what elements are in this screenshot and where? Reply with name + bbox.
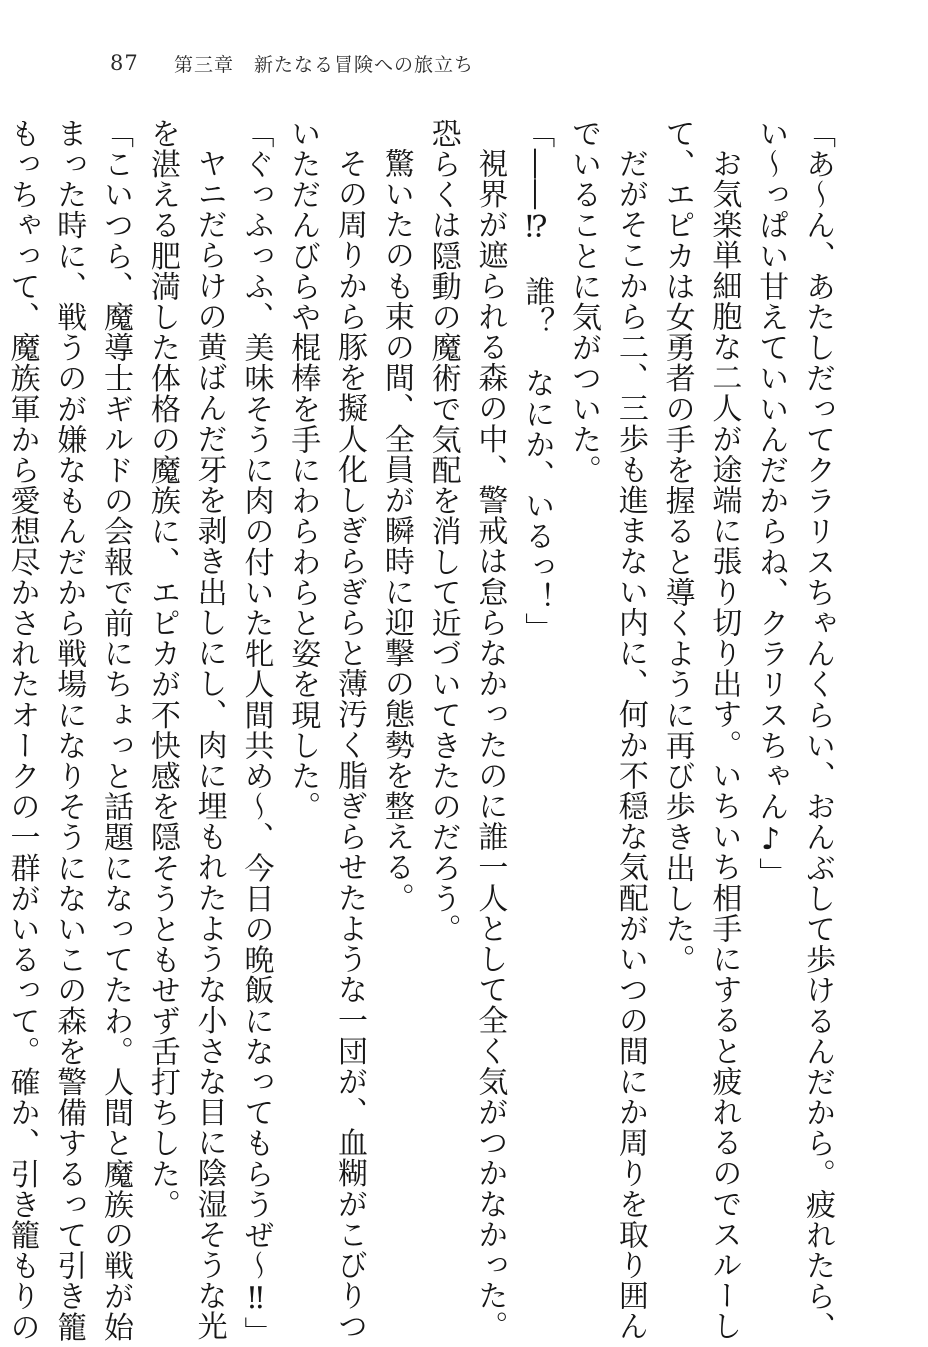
running-header (110, 46, 474, 80)
text-line: でいることに気がついた。 (566, 118, 602, 486)
text-line: 「こいつら、魔導士ギルドの会報で前にちょっと話題になってたわ。人間と魔族の戦が始 (98, 118, 134, 1342)
text-line: いただんびらや棍棒を手にわらわらと姿を現した。 (285, 118, 321, 822)
text-line: だがそこから二、三歩も進まない内に、何か不穏な気配がいつの間にか周りを取り囲ん (612, 148, 648, 1342)
text-line: まった時に、戦うのが嫌なもんだから戦場になりそうにないこの森を警備するって引き籠 (51, 118, 87, 1342)
text-line: もっちゃって、魔族軍から愛想尽かされたオークの一群がいるって。確か、引き籠もりの (4, 118, 40, 1342)
text-line: 視界が遮られる森の中、警戒は怠らなかったのに誰一人として全く気がつかなかった。 (472, 148, 508, 1342)
text-line: い～っぱい甘えていいんだからね、クラリスちゃん♪」 (753, 118, 789, 888)
page-number: 87 (110, 51, 139, 75)
text-line: て、エピカは女勇者の手を握ると導くように再び歩き出した。 (659, 118, 695, 975)
text-line: ヤニだらけの黄ばんだ牙を剥き出しにし、肉に埋もれたような小さな目に陰湿そうな光 (191, 148, 227, 1342)
text-line: 「あ～ん、あたしだってクラリスちゃんくらい、おんぶして歩けるんだから。疲れたら、 (800, 118, 835, 1342)
vertical-body-text (4, 118, 840, 1347)
text-line: を湛える肥満した体格の魔族に、エピカが不快感を隠そうともせず舌打ちした。 (144, 118, 180, 1220)
text-line: 「ぐっふっふ、美味そうに肉の付いた牝人間共め～、今日の晩飯になってもらうぜ～‼」 (238, 118, 274, 1347)
chapter-title: 第三章 新たなる冒険への旅立ち (174, 53, 475, 76)
text-line: 驚いたのも束の間、全員が瞬時に迎撃の態勢を整える。 (378, 148, 414, 913)
text-line: 「――⁉ 誰？ なにか、いるっ！」 (519, 118, 555, 644)
text-line: お気楽単細胞な二人が途端に張り切り出す。いちいち相手にすると疲れるのでスルーし (706, 148, 742, 1342)
text-line: 恐らくは隠動の魔術で気配を消して近づいてきたのだろう。 (425, 118, 461, 945)
text-line: その周りから豚を擬人化しぎらぎらと薄汚く脂ぎらせたような一団が、血糊がこびりつ (332, 148, 368, 1342)
